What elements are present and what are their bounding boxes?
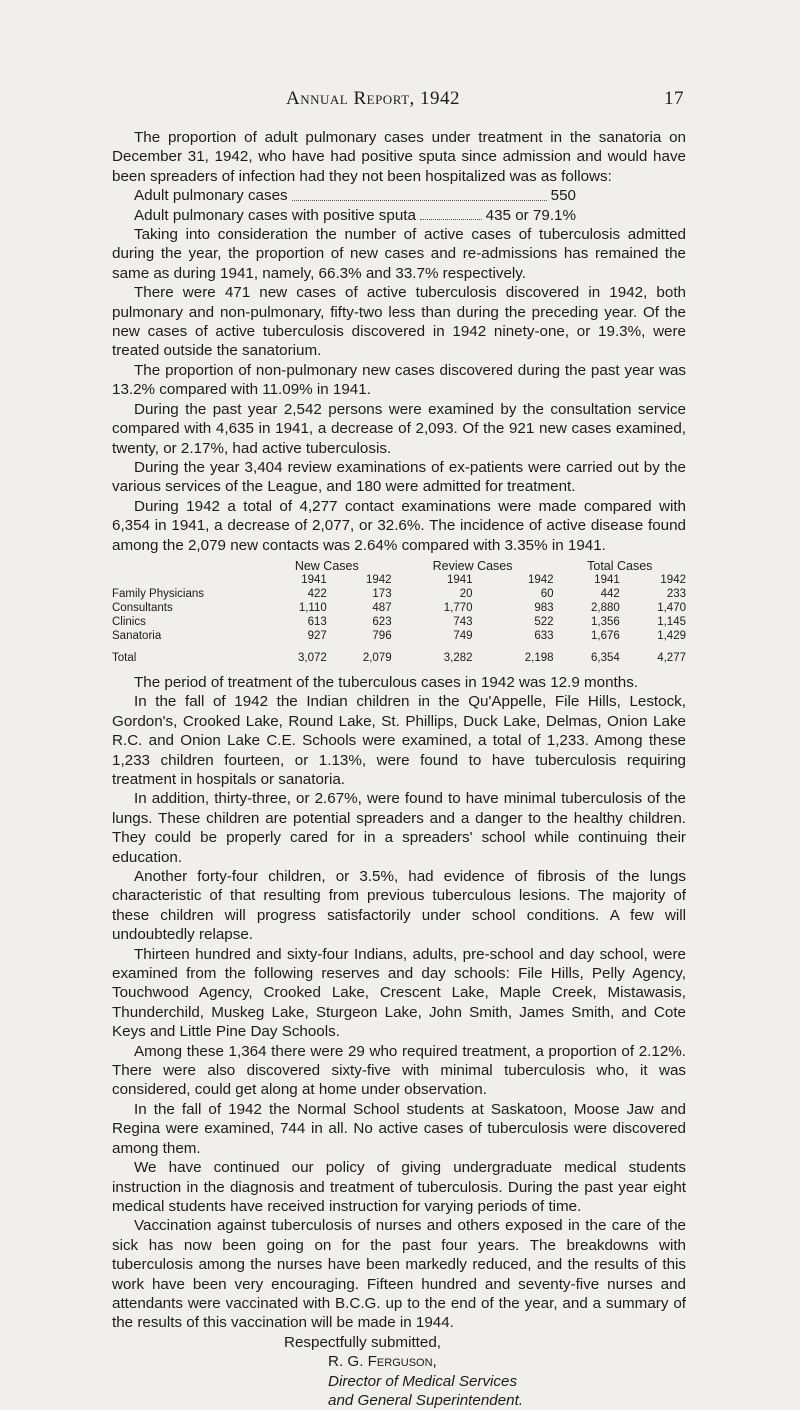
cell: 2,198 [524,651,554,664]
year-header: 1941 [594,573,620,586]
signatory-title: Director of Medical Services [328,1372,518,1390]
paragraph: During the past year 2,542 persons were examined by the consultation service compared with 4,635 in 1941, a decrease of 2,093. Of the 921 new cases examined, twenty, or 2.17%, had active tuberculosis. [112,400,686,457]
examinations-table [112,559,686,665]
row-label: Consultants [112,601,173,614]
table-row [112,601,686,615]
stat-line [112,186,686,205]
leader-dots [292,186,547,200]
cell: 796 [372,629,392,642]
cell: 4,277 [657,651,686,664]
cell: 749 [453,629,473,642]
cell: 522 [534,615,554,628]
cell: 422 [307,587,327,600]
paragraph: We have continued our policy of giving undergraduate medical students instruction in the diagnosis and treatment of tuberculosis. During the past year eight medical students have received instruction for varying periods of time. [112,1159,686,1215]
paragraph: Another forty-four children, or 3.5%, had evidence of fibrosis of the lungs characteristic of that resulting from previous tuberculous lesions. The majority of these children will progress satisfactorily under school conditions. A few will undoubtedly relapse. [112,868,686,944]
cell: 613 [307,615,327,628]
signature-block [112,1333,686,1410]
cell: 1,470 [657,601,686,614]
cell: 1,356 [590,615,620,628]
cell: 1,110 [298,601,327,614]
cell: 173 [372,587,392,600]
cell: 1,429 [657,629,686,642]
table-row [112,587,686,601]
cell: 60 [540,587,554,600]
paragraph: The proportion of non-pulmonary new cases discovered during the past year was 13.2% compared with 11.09% in 1941. [112,361,686,399]
cell: 743 [453,615,473,628]
cell: 233 [666,587,686,600]
table-row [112,629,686,643]
page-number: 17 [664,88,684,109]
column-group-header: Total Cases [587,558,653,573]
cell: 1,676 [590,629,620,642]
column-group-header: New Cases [294,558,359,573]
cell: 1,145 [657,615,686,628]
paragraph: Taking into consideration the number of active cases of tuberculosis admitted during the year, the proportion of new cases and re-admissions has remained the same as during 1941, namely, 66.3% and 33.7% respectively. [112,226,686,282]
paragraph: Vaccination against tuberculosis of nurses and others exposed in the care of the sick has now been going on for the past four years. The breakdowns with tuberculosis among the nurses have been markedly reduced, and the results of this work have been very encouraging. Fifteen hundred and seventy-five nurses and attendants were vaccinated with B.C.G. up to the end of the year, and a summary of the results of this vaccination will be made in 1944. [112,1217,686,1332]
closing-line: Respectfully submitted, [284,1333,442,1351]
cell: 927 [307,629,327,642]
total-row [112,643,686,665]
stat-label: Adult pulmonary cases with positive sputa [134,206,416,224]
paragraph: Thirteen hundred and sixty-four Indians, adults, pre-school and day school, were examined from the following reserves and day schools: File Hills, Pelly Agency, Touchwood Agency, Crooked Lake, Crescent Lake, Maple Creek, Mistawasis, Thunderchild, Muskeg Lake, Sturgeon Lake, John Smith, James Smith, and Cote Keys and Little Pine Day Schools. [112,945,686,1041]
row-label: Total [112,651,137,664]
signatory-title: and General Superintendent. [328,1391,524,1409]
year-header: 1942 [366,573,392,586]
cell: 2,079 [362,651,392,664]
page-header [286,88,684,110]
running-title: Annual Report, 1942 [286,88,461,109]
signatory-name: R. G. Ferguson, [328,1353,437,1371]
report-body [112,128,686,1410]
column-group-header: Review Cases [432,558,513,573]
row-label: Clinics [112,615,146,628]
paragraph: In the fall of 1942 the Normal School students at Saskatoon, Moose Jaw and Regina were examined, 744 in all. No active cases of tuberculosis were discovered among them. [112,1100,686,1157]
stat-label: Adult pulmonary cases [134,187,288,205]
cell: 633 [534,629,554,642]
leader-dots [420,206,482,220]
paragraph: The period of treatment of the tuberculous cases in 1942 was 12.9 months. [134,673,639,691]
year-header: 1941 [301,573,327,586]
cell: 20 [459,587,473,600]
stat-value: 435 or 79.1% [485,206,576,224]
paragraph: During 1942 a total of 4,277 contact examinations were made compared with 6,354 in 1941, a decrease of 2,077, or 32.6%. The incidence of active disease found among the 2,079 new contacts was 2.64% compared with 3.35% in 1941. [112,497,686,554]
cell: 1,770 [443,601,473,614]
paragraph: In the fall of 1942 the Indian children in the Qu'Appelle, File Hills, Lestock, Gordon's, Crooked Lake, Round Lake, St. Phillips, Duck Lake, Delmas, Onion Lake R.C. and Onion Lake C.E. Schools were examined, a total of 1,233. Among these 1,233 children fourteen, or 1.13%, were found to have tuberculosis requiring treatment in hospitals or sanatoria. [112,693,686,788]
stat-line [112,206,686,225]
cell: 3,282 [443,651,473,664]
cell: 487 [372,601,392,614]
paragraph: There were 471 new cases of active tuberculosis discovered in 1942, both pulmonary and non-pulmonary, fifty-two less than during the preceding year. Of the new cases of active tuberculosis discovered in 1942 ninety-one, or 19.3%, were treated outside the sanatorium. [112,284,686,360]
year-header: 1942 [660,573,686,586]
paragraph: The proportion of adult pulmonary cases under treatment in the sanatoria on December 31, 1942, who have had positive sputa since admission and would have been spreaders of infection had they not been hospitalized was as follows: [112,129,686,185]
cell: 2,880 [590,601,620,614]
year-header: 1941 [446,573,473,586]
paragraph: Among these 1,364 there were 29 who required treatment, a proportion of 2.12%. There were also discovered sixty-five with minimal tuberculosis who, it was considered, could get along at home under observation. [112,1042,686,1099]
stat-value: 550 [550,187,576,205]
row-label: Family Physicians [112,587,205,600]
cell: 6,354 [590,651,620,664]
cell: 3,072 [298,651,327,664]
paragraph: During the year 3,404 review examinations of ex-patients were carried out by the various services of the League, and 180 were admitted for treatment. [112,458,686,496]
cell: 442 [600,587,620,600]
table-row [112,615,686,629]
paragraph: In addition, thirty-three, or 2.67%, were found to have minimal tuberculosis of the lungs. These children are potential spreaders and a danger to the healthy children. They could be properly cared for in a spreaders' school while continuing their education. [112,790,686,866]
cell: 983 [534,601,554,614]
cell: 623 [372,615,392,628]
year-header: 1942 [527,573,554,586]
row-label: Sanatoria [112,629,162,642]
